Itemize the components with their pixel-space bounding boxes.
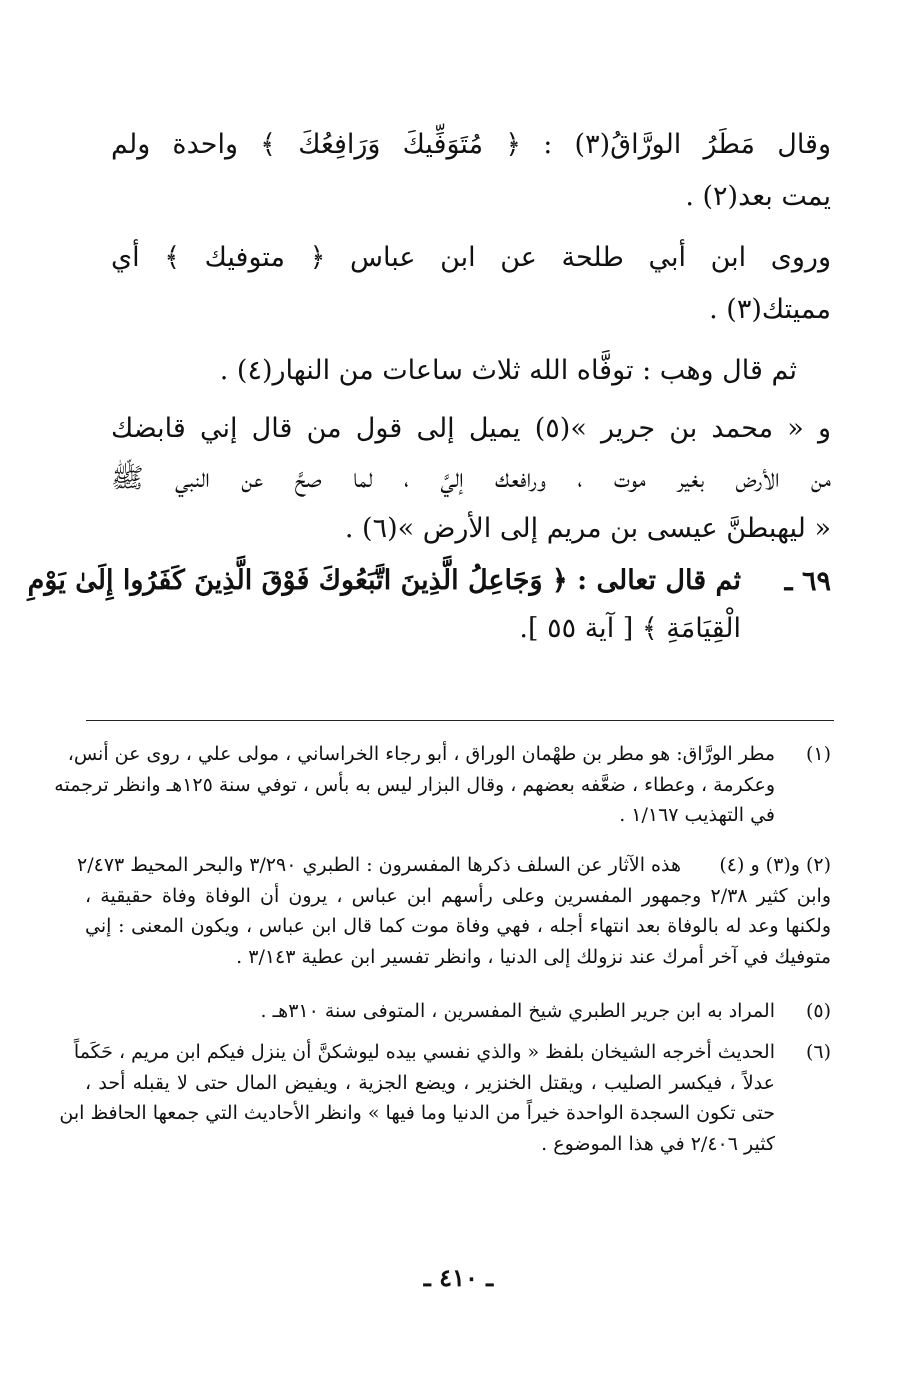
entry-verse — [27, 565, 741, 644]
text-line: ثم قال وهب : توفَّاه الله ثلاث ساعات من النهار(٤) . — [219, 355, 797, 386]
footnote-line: هذه الآثار عن السلف ذكرها المفسرون : الطبري ٣/٢٩٠ والبحر المحيط ٢/٤٧٣ — [77, 854, 681, 876]
text-line: و « محمد بن جرير »(٥) يميل إلى قول من قال إني قابضك — [111, 413, 832, 444]
text-line: وقال مَطَرُ الورَّاقُ(٣) : ﴿ مُتَوَفِّيكَ وَرَافِعُكَ ﴾ واحدة ولم — [111, 129, 832, 160]
footnote-line: الحديث أخرجه الشيخان بلفظ « والذي نفسي بيده ليوشكنَّ أن ينزل فيكم ابن مريم ، حَكَماً — [73, 1041, 775, 1063]
footnote-line: عدلاً ، فيكسر الصليب ، ويقتل الخنزير ، ويضع الجزية ، ويفيض المال حتى لا يقبله أحد ، — [85, 1071, 775, 1094]
text-line: الْقِيَامَةِ ﴾ [ آية ٥٥ ]. — [519, 613, 741, 644]
text-line: مميتك(٣) . — [709, 294, 831, 325]
paragraph-wahb — [137, 356, 797, 386]
text-line: وروى ابن أبي طلحة عن ابن عباس ﴿ متوفيك ﴾ أي — [111, 242, 831, 273]
footnote-number: (٥) — [805, 1000, 831, 1022]
text-line: « ليهبطنَّ عيسى بن مريم إلى الأرض »(٦) . — [344, 513, 831, 544]
text-line: ثم قال تعالى : ﴿ وَجَاعِلُ الَّذِينَ اتَّبَعُوكَ فَوْقَ الَّذِينَ كَفَرُوا إِلَىٰ يَوْمِ — [27, 565, 741, 596]
footnote-line: مطر الورَّاق: هو مطر بن طهْمان الوراق ، أبو رجاء الخراساني ، مولى علي ، روى عن أنس، — [67, 743, 775, 765]
footnote-line: وابن كثير ٢/٣٨ وجمهور المفسرين وعلى رأسهم ابن عباس ، يرون أن الوفاة وفاة حقيقية ، — [85, 884, 832, 907]
page-number: ـ ٤١٠ ـ — [423, 1263, 494, 1292]
paragraph-ibn-abbas — [111, 243, 831, 325]
text-line: يمت بعد(٢) . — [685, 181, 831, 212]
footnote-number: (١) — [805, 743, 831, 765]
footnote-separator — [86, 720, 834, 721]
footnote-line: المراد به ابن جرير الطبري شيخ المفسرين ، المتوفى سنة ٣١٠هـ . — [260, 1000, 775, 1022]
text-line: من الأرض بغير موت ، ورافعك إليَّ ، لما صحَّ عن النبي ﷺ — [111, 463, 831, 494]
footnote-line: حتى تكون السجدة الواحدة خيراً من الدنيا وما فيها » وانظر الأحاديث التي جمعها الحافظ ابن — [59, 1102, 775, 1124]
footnote-line: وعكرمة ، وعطاء ، ضعَّفه بعضهم ، وقال البزار ليس به بأس ، توفي سنة ١٢٥هـ وانظر ترجمته — [54, 773, 775, 796]
entry-number: ٦٩ ـ — [784, 566, 831, 597]
footnote-line: في التهذيب ١/١٦٧ . — [619, 804, 775, 826]
paragraph-matar — [111, 130, 831, 212]
paragraph-ibn-jarir — [111, 414, 831, 544]
footnote-line: متوفيك في آخر أمرك عند نزولك إلى الدنيا ، وانظر تفسير ابن عطية ٣/١٤٣ . — [236, 945, 831, 968]
footnote-line: كثير ٢/٤٠٦ في هذا الموضوع . — [541, 1132, 775, 1155]
footnote-number: (٦) — [805, 1041, 831, 1063]
footnote-number: (٢) و(٣) و (٤) — [719, 854, 831, 876]
footnote-line: ولكنها وعد له بالوفاة بعد انتهاء أجله ، فهي وفاة موت كما قال ابن عباس ، ويكون المعنى : إني — [85, 915, 831, 937]
